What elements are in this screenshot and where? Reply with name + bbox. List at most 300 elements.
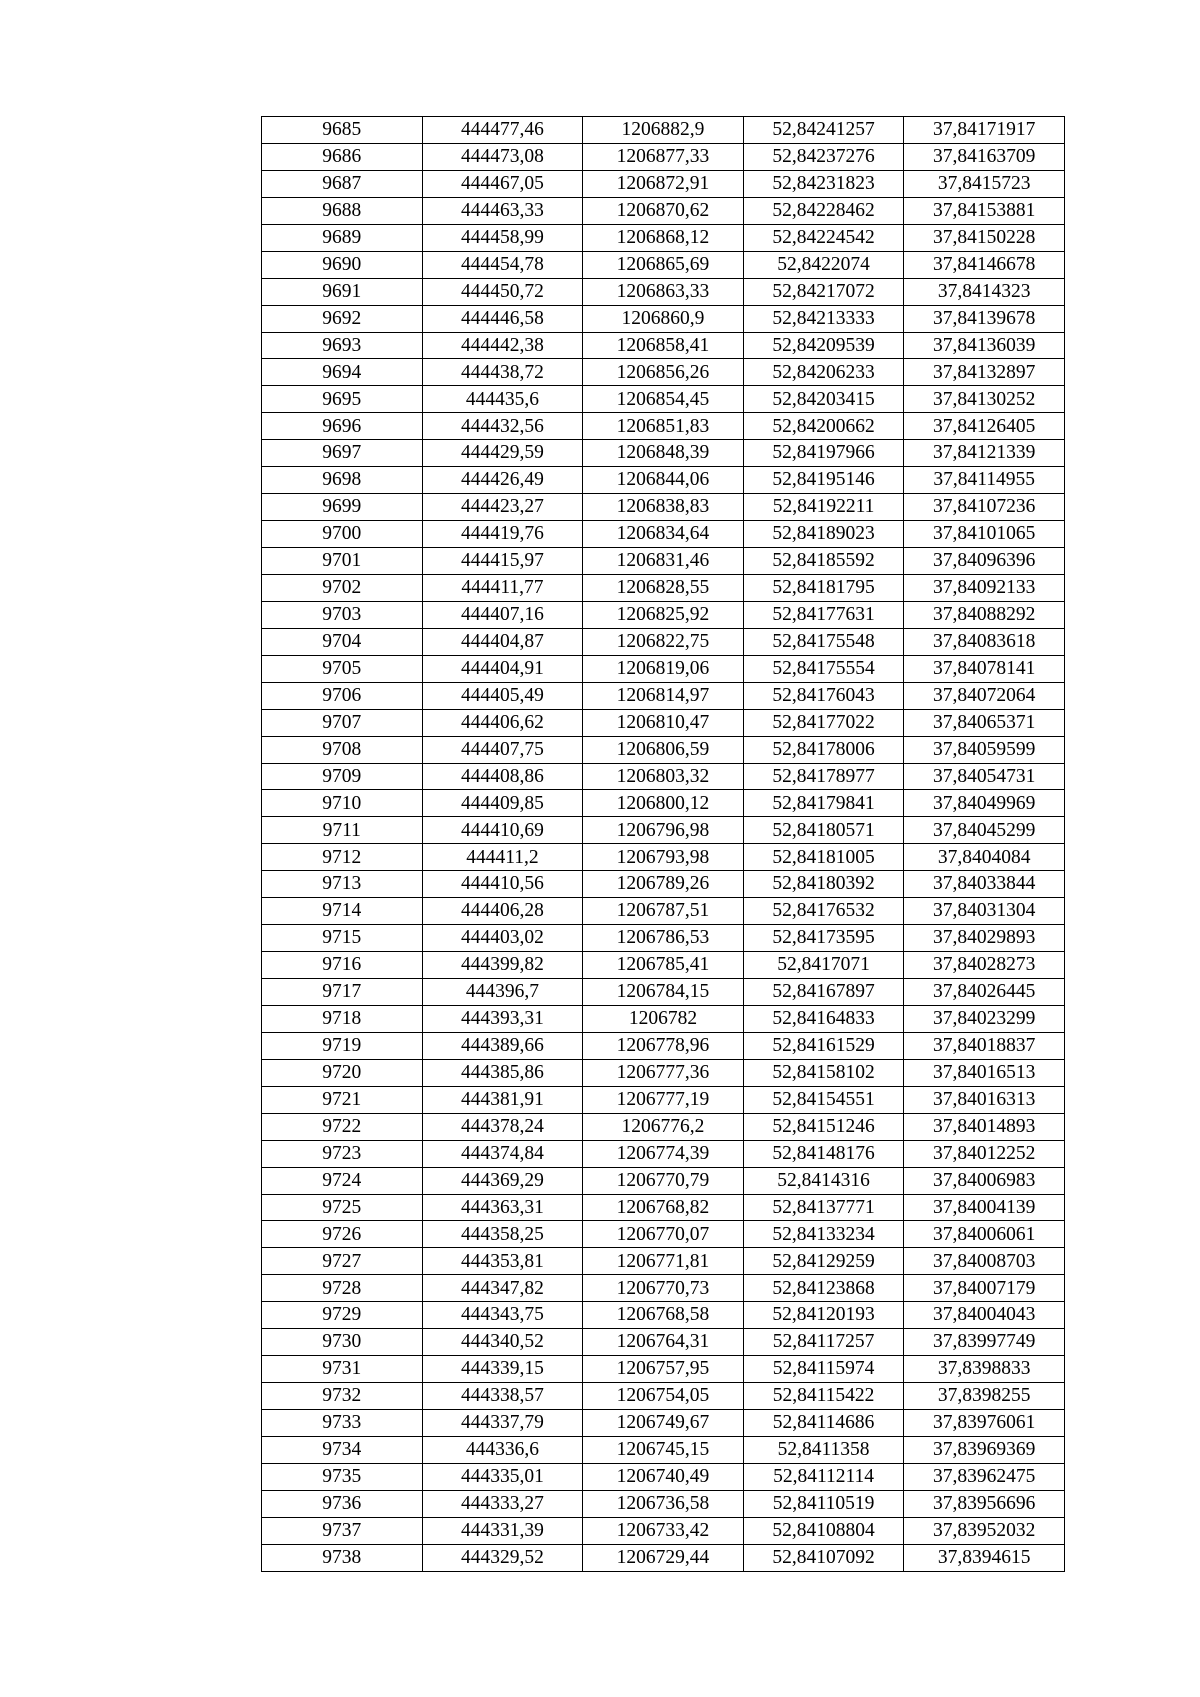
x-coordinate-cell: 444435,6: [422, 386, 583, 413]
latitude-cell: 52,84158102: [743, 1059, 904, 1086]
y-coordinate-cell: 1206782: [583, 1005, 744, 1032]
longitude-cell: 37,84006061: [904, 1221, 1065, 1248]
latitude-cell: 52,84178977: [743, 763, 904, 790]
latitude-cell: 52,84206233: [743, 359, 904, 386]
longitude-cell: 37,84101065: [904, 521, 1065, 548]
longitude-cell: 37,84136039: [904, 332, 1065, 359]
x-coordinate-cell: 444438,72: [422, 359, 583, 386]
longitude-cell: 37,84004139: [904, 1194, 1065, 1221]
coordinates-table: [261, 116, 1065, 1572]
y-coordinate-cell: 1206834,64: [583, 521, 744, 548]
table-row: [262, 709, 1065, 736]
point-number-cell: 9736: [262, 1490, 423, 1517]
latitude-cell: 52,84200662: [743, 413, 904, 440]
table-row: [262, 413, 1065, 440]
coordinates-table-body: [262, 117, 1065, 1572]
x-coordinate-cell: 444432,56: [422, 413, 583, 440]
y-coordinate-cell: 1206754,05: [583, 1383, 744, 1410]
longitude-cell: 37,84096396: [904, 548, 1065, 575]
point-number-cell: 9710: [262, 790, 423, 817]
point-number-cell: 9690: [262, 251, 423, 278]
y-coordinate-cell: 1206777,19: [583, 1086, 744, 1113]
latitude-cell: 52,8417071: [743, 952, 904, 979]
y-coordinate-cell: 1206810,47: [583, 709, 744, 736]
longitude-cell: 37,83969369: [904, 1436, 1065, 1463]
point-number-cell: 9735: [262, 1463, 423, 1490]
x-coordinate-cell: 444408,86: [422, 763, 583, 790]
table-row: [262, 979, 1065, 1006]
table-row: [262, 1517, 1065, 1544]
latitude-cell: 52,84217072: [743, 278, 904, 305]
longitude-cell: 37,84107236: [904, 494, 1065, 521]
latitude-cell: 52,84176532: [743, 898, 904, 925]
point-number-cell: 9711: [262, 817, 423, 844]
x-coordinate-cell: 444410,56: [422, 871, 583, 898]
longitude-cell: 37,84153881: [904, 197, 1065, 224]
table-row: [262, 521, 1065, 548]
longitude-cell: 37,84150228: [904, 224, 1065, 251]
y-coordinate-cell: 1206787,51: [583, 898, 744, 925]
longitude-cell: 37,84023299: [904, 1005, 1065, 1032]
longitude-cell: 37,84014893: [904, 1113, 1065, 1140]
y-coordinate-cell: 1206806,59: [583, 736, 744, 763]
x-coordinate-cell: 444337,79: [422, 1410, 583, 1437]
table-row: [262, 1544, 1065, 1571]
y-coordinate-cell: 1206882,9: [583, 117, 744, 144]
x-coordinate-cell: 444473,08: [422, 143, 583, 170]
point-number-cell: 9706: [262, 682, 423, 709]
point-number-cell: 9685: [262, 117, 423, 144]
point-number-cell: 9734: [262, 1436, 423, 1463]
y-coordinate-cell: 1206745,15: [583, 1436, 744, 1463]
x-coordinate-cell: 444450,72: [422, 278, 583, 305]
longitude-cell: 37,84054731: [904, 763, 1065, 790]
x-coordinate-cell: 444406,62: [422, 709, 583, 736]
point-number-cell: 9709: [262, 763, 423, 790]
longitude-cell: 37,84029893: [904, 925, 1065, 952]
y-coordinate-cell: 1206831,46: [583, 548, 744, 575]
longitude-cell: 37,84008703: [904, 1248, 1065, 1275]
x-coordinate-cell: 444381,91: [422, 1086, 583, 1113]
y-coordinate-cell: 1206733,42: [583, 1517, 744, 1544]
x-coordinate-cell: 444463,33: [422, 197, 583, 224]
table-row: [262, 251, 1065, 278]
point-number-cell: 9715: [262, 925, 423, 952]
y-coordinate-cell: 1206784,15: [583, 979, 744, 1006]
latitude-cell: 52,84189023: [743, 521, 904, 548]
table-row: [262, 386, 1065, 413]
y-coordinate-cell: 1206863,33: [583, 278, 744, 305]
table-row: [262, 844, 1065, 871]
x-coordinate-cell: 444405,49: [422, 682, 583, 709]
x-coordinate-cell: 444399,82: [422, 952, 583, 979]
longitude-cell: 37,84132897: [904, 359, 1065, 386]
longitude-cell: 37,84078141: [904, 655, 1065, 682]
y-coordinate-cell: 1206854,45: [583, 386, 744, 413]
y-coordinate-cell: 1206803,32: [583, 763, 744, 790]
longitude-cell: 37,84171917: [904, 117, 1065, 144]
longitude-cell: 37,84026445: [904, 979, 1065, 1006]
longitude-cell: 37,84088292: [904, 601, 1065, 628]
latitude-cell: 52,84154551: [743, 1086, 904, 1113]
table-row: [262, 1383, 1065, 1410]
x-coordinate-cell: 444396,7: [422, 979, 583, 1006]
latitude-cell: 52,84185592: [743, 548, 904, 575]
x-coordinate-cell: 444458,99: [422, 224, 583, 251]
table-row: [262, 925, 1065, 952]
table-row: [262, 1032, 1065, 1059]
point-number-cell: 9727: [262, 1248, 423, 1275]
point-number-cell: 9696: [262, 413, 423, 440]
latitude-cell: 52,84177022: [743, 709, 904, 736]
table-row: [262, 1167, 1065, 1194]
x-coordinate-cell: 444378,24: [422, 1113, 583, 1140]
point-number-cell: 9700: [262, 521, 423, 548]
point-number-cell: 9733: [262, 1410, 423, 1437]
table-row: [262, 197, 1065, 224]
point-number-cell: 9725: [262, 1194, 423, 1221]
table-row: [262, 655, 1065, 682]
longitude-cell: 37,8398833: [904, 1356, 1065, 1383]
x-coordinate-cell: 444404,87: [422, 628, 583, 655]
y-coordinate-cell: 1206771,81: [583, 1248, 744, 1275]
y-coordinate-cell: 1206838,83: [583, 494, 744, 521]
point-number-cell: 9738: [262, 1544, 423, 1571]
table-row: [262, 1436, 1065, 1463]
latitude-cell: 52,84112114: [743, 1463, 904, 1490]
point-number-cell: 9712: [262, 844, 423, 871]
x-coordinate-cell: 444404,91: [422, 655, 583, 682]
x-coordinate-cell: 444411,77: [422, 574, 583, 601]
x-coordinate-cell: 444335,01: [422, 1463, 583, 1490]
table-row: [262, 1410, 1065, 1437]
table-row: [262, 1113, 1065, 1140]
x-coordinate-cell: 444407,75: [422, 736, 583, 763]
y-coordinate-cell: 1206740,49: [583, 1463, 744, 1490]
table-row: [262, 143, 1065, 170]
longitude-cell: 37,83962475: [904, 1463, 1065, 1490]
x-coordinate-cell: 444333,27: [422, 1490, 583, 1517]
y-coordinate-cell: 1206764,31: [583, 1329, 744, 1356]
point-number-cell: 9705: [262, 655, 423, 682]
longitude-cell: 37,84006983: [904, 1167, 1065, 1194]
table-row: [262, 440, 1065, 467]
table-row: [262, 117, 1065, 144]
x-coordinate-cell: 444393,31: [422, 1005, 583, 1032]
y-coordinate-cell: 1206729,44: [583, 1544, 744, 1571]
table-row: [262, 548, 1065, 575]
point-number-cell: 9692: [262, 305, 423, 332]
longitude-cell: 37,84004043: [904, 1302, 1065, 1329]
longitude-cell: 37,84065371: [904, 709, 1065, 736]
table-row: [262, 1463, 1065, 1490]
x-coordinate-cell: 444374,84: [422, 1140, 583, 1167]
table-row: [262, 1329, 1065, 1356]
point-number-cell: 9694: [262, 359, 423, 386]
table-row: [262, 494, 1065, 521]
y-coordinate-cell: 1206768,82: [583, 1194, 744, 1221]
table-row: [262, 224, 1065, 251]
latitude-cell: 52,84180571: [743, 817, 904, 844]
x-coordinate-cell: 444407,16: [422, 601, 583, 628]
table-row: [262, 1248, 1065, 1275]
latitude-cell: 52,84197966: [743, 440, 904, 467]
y-coordinate-cell: 1206872,91: [583, 170, 744, 197]
latitude-cell: 52,84175548: [743, 628, 904, 655]
y-coordinate-cell: 1206796,98: [583, 817, 744, 844]
x-coordinate-cell: 444409,85: [422, 790, 583, 817]
latitude-cell: 52,84224542: [743, 224, 904, 251]
latitude-cell: 52,84120193: [743, 1302, 904, 1329]
point-number-cell: 9732: [262, 1383, 423, 1410]
latitude-cell: 52,84108804: [743, 1517, 904, 1544]
point-number-cell: 9726: [262, 1221, 423, 1248]
longitude-cell: 37,84018837: [904, 1032, 1065, 1059]
longitude-cell: 37,84126405: [904, 413, 1065, 440]
y-coordinate-cell: 1206865,69: [583, 251, 744, 278]
longitude-cell: 37,84114955: [904, 467, 1065, 494]
table-row: [262, 305, 1065, 332]
table-row: [262, 790, 1065, 817]
x-coordinate-cell: 444411,2: [422, 844, 583, 871]
table-row: [262, 467, 1065, 494]
latitude-cell: 52,84192211: [743, 494, 904, 521]
y-coordinate-cell: 1206856,26: [583, 359, 744, 386]
y-coordinate-cell: 1206814,97: [583, 682, 744, 709]
y-coordinate-cell: 1206860,9: [583, 305, 744, 332]
latitude-cell: 52,84137771: [743, 1194, 904, 1221]
table-row: [262, 359, 1065, 386]
longitude-cell: 37,84083618: [904, 628, 1065, 655]
y-coordinate-cell: 1206851,83: [583, 413, 744, 440]
longitude-cell: 37,8415723: [904, 170, 1065, 197]
y-coordinate-cell: 1206789,26: [583, 871, 744, 898]
latitude-cell: 52,84180392: [743, 871, 904, 898]
x-coordinate-cell: 444347,82: [422, 1275, 583, 1302]
y-coordinate-cell: 1206749,67: [583, 1410, 744, 1437]
longitude-cell: 37,84130252: [904, 386, 1065, 413]
y-coordinate-cell: 1206785,41: [583, 952, 744, 979]
x-coordinate-cell: 444406,28: [422, 898, 583, 925]
x-coordinate-cell: 444369,29: [422, 1167, 583, 1194]
latitude-cell: 52,84114686: [743, 1410, 904, 1437]
table-row: [262, 763, 1065, 790]
point-number-cell: 9716: [262, 952, 423, 979]
point-number-cell: 9697: [262, 440, 423, 467]
y-coordinate-cell: 1206770,79: [583, 1167, 744, 1194]
point-number-cell: 9708: [262, 736, 423, 763]
table-row: [262, 1059, 1065, 1086]
latitude-cell: 52,84129259: [743, 1248, 904, 1275]
table-row: [262, 170, 1065, 197]
point-number-cell: 9699: [262, 494, 423, 521]
point-number-cell: 9731: [262, 1356, 423, 1383]
longitude-cell: 37,8398255: [904, 1383, 1065, 1410]
table-row: [262, 1086, 1065, 1113]
longitude-cell: 37,83976061: [904, 1410, 1065, 1437]
point-number-cell: 9719: [262, 1032, 423, 1059]
table-row: [262, 871, 1065, 898]
point-number-cell: 9714: [262, 898, 423, 925]
latitude-cell: 52,84181795: [743, 574, 904, 601]
longitude-cell: 37,84031304: [904, 898, 1065, 925]
table-row: [262, 817, 1065, 844]
longitude-cell: 37,84028273: [904, 952, 1065, 979]
y-coordinate-cell: 1206877,33: [583, 143, 744, 170]
longitude-cell: 37,84016513: [904, 1059, 1065, 1086]
table-row: [262, 628, 1065, 655]
longitude-cell: 37,8404084: [904, 844, 1065, 871]
point-number-cell: 9730: [262, 1329, 423, 1356]
point-number-cell: 9688: [262, 197, 423, 224]
point-number-cell: 9687: [262, 170, 423, 197]
longitude-cell: 37,84016313: [904, 1086, 1065, 1113]
longitude-cell: 37,8414323: [904, 278, 1065, 305]
x-coordinate-cell: 444429,59: [422, 440, 583, 467]
longitude-cell: 37,84121339: [904, 440, 1065, 467]
longitude-cell: 37,84033844: [904, 871, 1065, 898]
latitude-cell: 52,84133234: [743, 1221, 904, 1248]
table-row: [262, 1194, 1065, 1221]
y-coordinate-cell: 1206778,96: [583, 1032, 744, 1059]
point-number-cell: 9721: [262, 1086, 423, 1113]
x-coordinate-cell: 444363,31: [422, 1194, 583, 1221]
latitude-cell: 52,84181005: [743, 844, 904, 871]
table-row: [262, 682, 1065, 709]
latitude-cell: 52,8414316: [743, 1167, 904, 1194]
y-coordinate-cell: 1206858,41: [583, 332, 744, 359]
latitude-cell: 52,84241257: [743, 117, 904, 144]
y-coordinate-cell: 1206770,73: [583, 1275, 744, 1302]
x-coordinate-cell: 444339,15: [422, 1356, 583, 1383]
x-coordinate-cell: 444385,86: [422, 1059, 583, 1086]
x-coordinate-cell: 444340,52: [422, 1329, 583, 1356]
latitude-cell: 52,84237276: [743, 143, 904, 170]
x-coordinate-cell: 444358,25: [422, 1221, 583, 1248]
longitude-cell: 37,84049969: [904, 790, 1065, 817]
latitude-cell: 52,84115422: [743, 1383, 904, 1410]
point-number-cell: 9701: [262, 548, 423, 575]
table-row: [262, 1140, 1065, 1167]
latitude-cell: 52,84151246: [743, 1113, 904, 1140]
latitude-cell: 52,84107092: [743, 1544, 904, 1571]
latitude-cell: 52,84117257: [743, 1329, 904, 1356]
point-number-cell: 9698: [262, 467, 423, 494]
y-coordinate-cell: 1206736,58: [583, 1490, 744, 1517]
longitude-cell: 37,84059599: [904, 736, 1065, 763]
point-number-cell: 9723: [262, 1140, 423, 1167]
point-number-cell: 9703: [262, 601, 423, 628]
latitude-cell: 52,84173595: [743, 925, 904, 952]
latitude-cell: 52,84228462: [743, 197, 904, 224]
y-coordinate-cell: 1206800,12: [583, 790, 744, 817]
table-row: [262, 601, 1065, 628]
point-number-cell: 9689: [262, 224, 423, 251]
table-row: [262, 898, 1065, 925]
x-coordinate-cell: 444423,27: [422, 494, 583, 521]
y-coordinate-cell: 1206848,39: [583, 440, 744, 467]
x-coordinate-cell: 444446,58: [422, 305, 583, 332]
longitude-cell: 37,84007179: [904, 1275, 1065, 1302]
table-row: [262, 574, 1065, 601]
point-number-cell: 9693: [262, 332, 423, 359]
table-row: [262, 332, 1065, 359]
x-coordinate-cell: 444477,46: [422, 117, 583, 144]
y-coordinate-cell: 1206757,95: [583, 1356, 744, 1383]
point-number-cell: 9724: [262, 1167, 423, 1194]
y-coordinate-cell: 1206822,75: [583, 628, 744, 655]
y-coordinate-cell: 1206844,06: [583, 467, 744, 494]
point-number-cell: 9707: [262, 709, 423, 736]
x-coordinate-cell: 444403,02: [422, 925, 583, 952]
point-number-cell: 9718: [262, 1005, 423, 1032]
latitude-cell: 52,84231823: [743, 170, 904, 197]
point-number-cell: 9691: [262, 278, 423, 305]
y-coordinate-cell: 1206868,12: [583, 224, 744, 251]
latitude-cell: 52,84177631: [743, 601, 904, 628]
table-row: [262, 1302, 1065, 1329]
y-coordinate-cell: 1206768,58: [583, 1302, 744, 1329]
latitude-cell: 52,84164833: [743, 1005, 904, 1032]
latitude-cell: 52,84195146: [743, 467, 904, 494]
point-number-cell: 9686: [262, 143, 423, 170]
y-coordinate-cell: 1206819,06: [583, 655, 744, 682]
latitude-cell: 52,84148176: [743, 1140, 904, 1167]
longitude-cell: 37,84146678: [904, 251, 1065, 278]
latitude-cell: 52,84167897: [743, 979, 904, 1006]
y-coordinate-cell: 1206776,2: [583, 1113, 744, 1140]
x-coordinate-cell: 444353,81: [422, 1248, 583, 1275]
latitude-cell: 52,84178006: [743, 736, 904, 763]
y-coordinate-cell: 1206777,36: [583, 1059, 744, 1086]
point-number-cell: 9737: [262, 1517, 423, 1544]
latitude-cell: 52,84161529: [743, 1032, 904, 1059]
point-number-cell: 9717: [262, 979, 423, 1006]
x-coordinate-cell: 444336,6: [422, 1436, 583, 1463]
latitude-cell: 52,8411358: [743, 1436, 904, 1463]
latitude-cell: 52,84209539: [743, 332, 904, 359]
longitude-cell: 37,8394615: [904, 1544, 1065, 1571]
x-coordinate-cell: 444338,57: [422, 1383, 583, 1410]
x-coordinate-cell: 444343,75: [422, 1302, 583, 1329]
table-row: [262, 952, 1065, 979]
x-coordinate-cell: 444331,39: [422, 1517, 583, 1544]
table-row: [262, 1490, 1065, 1517]
longitude-cell: 37,84092133: [904, 574, 1065, 601]
table-row: [262, 1275, 1065, 1302]
longitude-cell: 37,84012252: [904, 1140, 1065, 1167]
latitude-cell: 52,8422074: [743, 251, 904, 278]
y-coordinate-cell: 1206774,39: [583, 1140, 744, 1167]
x-coordinate-cell: 444415,97: [422, 548, 583, 575]
point-number-cell: 9702: [262, 574, 423, 601]
y-coordinate-cell: 1206825,92: [583, 601, 744, 628]
y-coordinate-cell: 1206786,53: [583, 925, 744, 952]
longitude-cell: 37,84072064: [904, 682, 1065, 709]
latitude-cell: 52,84123868: [743, 1275, 904, 1302]
longitude-cell: 37,83997749: [904, 1329, 1065, 1356]
longitude-cell: 37,83952032: [904, 1517, 1065, 1544]
point-number-cell: 9720: [262, 1059, 423, 1086]
x-coordinate-cell: 444389,66: [422, 1032, 583, 1059]
x-coordinate-cell: 444442,38: [422, 332, 583, 359]
y-coordinate-cell: 1206793,98: [583, 844, 744, 871]
point-number-cell: 9728: [262, 1275, 423, 1302]
x-coordinate-cell: 444419,76: [422, 521, 583, 548]
y-coordinate-cell: 1206870,62: [583, 197, 744, 224]
y-coordinate-cell: 1206828,55: [583, 574, 744, 601]
latitude-cell: 52,84179841: [743, 790, 904, 817]
